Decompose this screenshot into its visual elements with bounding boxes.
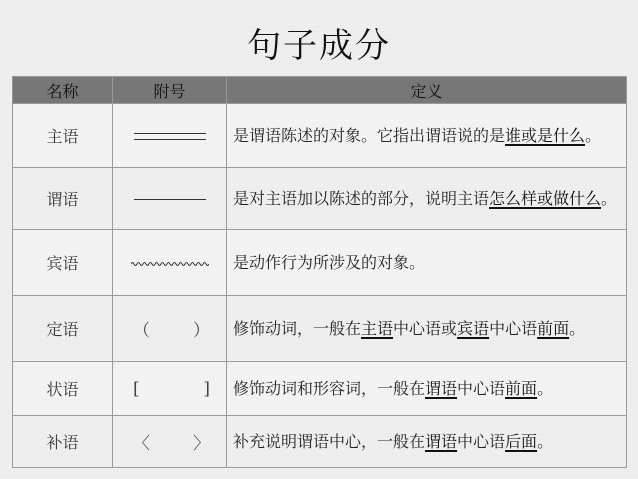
highlighted-term: 怎么样或做什么 bbox=[489, 188, 602, 208]
definition-text: 。 bbox=[537, 378, 554, 398]
table-row bbox=[13, 104, 627, 168]
highlighted-term: 前面 bbox=[505, 378, 538, 398]
highlighted-term: 谓语 bbox=[425, 378, 458, 398]
table-row bbox=[13, 168, 627, 230]
wavy-underline-icon bbox=[131, 261, 209, 267]
highlighted-term: 宾语 bbox=[457, 318, 490, 338]
definition-text: 中心语 bbox=[489, 318, 538, 338]
table-row bbox=[13, 362, 627, 416]
row-name: 谓语 bbox=[13, 168, 113, 230]
definition-text: 补充说明谓语中心，一般在 bbox=[233, 431, 426, 451]
angle-brackets-icon: 〈 〉 bbox=[133, 434, 210, 454]
row-name: 状语 bbox=[13, 362, 113, 416]
highlighted-term: 前面 bbox=[537, 318, 570, 338]
parentheses-icon: （ ） bbox=[133, 321, 210, 341]
highlighted-term: 后面 bbox=[505, 431, 538, 451]
row-definition bbox=[227, 104, 627, 168]
definition-text: 修饰动词和形容词，一般在 bbox=[233, 378, 426, 398]
definition-text: 中心语或 bbox=[393, 318, 458, 338]
header-mark: 附号 bbox=[113, 77, 227, 104]
definition-text: 中心语 bbox=[457, 431, 506, 451]
definition-text: 是对主语加以陈述的部分，说明主语 bbox=[233, 188, 490, 208]
row-mark bbox=[113, 296, 227, 362]
row-mark bbox=[113, 168, 227, 230]
row-definition bbox=[227, 230, 627, 296]
row-name: 定语 bbox=[13, 296, 113, 362]
row-name: 宾语 bbox=[13, 230, 113, 296]
highlighted-term: 主语 bbox=[361, 318, 394, 338]
table-header-row bbox=[13, 77, 627, 104]
sentence-components-table bbox=[12, 76, 627, 468]
square-brackets-icon: [ ] bbox=[133, 378, 210, 399]
header-name: 名称 bbox=[13, 77, 113, 104]
row-name: 主语 bbox=[13, 104, 113, 168]
row-name: 补语 bbox=[13, 416, 113, 468]
page-title: 句子成分 bbox=[247, 26, 391, 66]
row-definition bbox=[227, 296, 627, 362]
row-definition bbox=[227, 416, 627, 468]
definition-text: 是动作行为所涉及的对象。 bbox=[233, 252, 426, 272]
highlighted-term: 谓语 bbox=[425, 431, 458, 451]
table-row bbox=[13, 296, 627, 362]
row-mark bbox=[113, 362, 227, 416]
definition-text: 。 bbox=[585, 125, 602, 145]
row-definition bbox=[227, 168, 627, 230]
single-underline-icon bbox=[134, 199, 206, 200]
row-mark bbox=[113, 416, 227, 468]
row-mark bbox=[113, 104, 227, 168]
row-mark bbox=[113, 230, 227, 296]
highlighted-term: 谁或是什么 bbox=[505, 125, 586, 145]
definition-text: 。 bbox=[601, 188, 618, 208]
table-row bbox=[13, 230, 627, 296]
definition-text: 。 bbox=[537, 431, 554, 451]
header-definition: 定义 bbox=[227, 77, 627, 104]
definition-text: 是谓语陈述的对象。它指出谓语说的是 bbox=[233, 125, 506, 145]
row-definition bbox=[227, 362, 627, 416]
definition-text: 中心语 bbox=[457, 378, 506, 398]
definition-text: 。 bbox=[569, 318, 586, 338]
double-underline-icon bbox=[134, 133, 206, 140]
table-row bbox=[13, 416, 627, 468]
definition-text: 修饰动词，一般在 bbox=[233, 318, 362, 338]
